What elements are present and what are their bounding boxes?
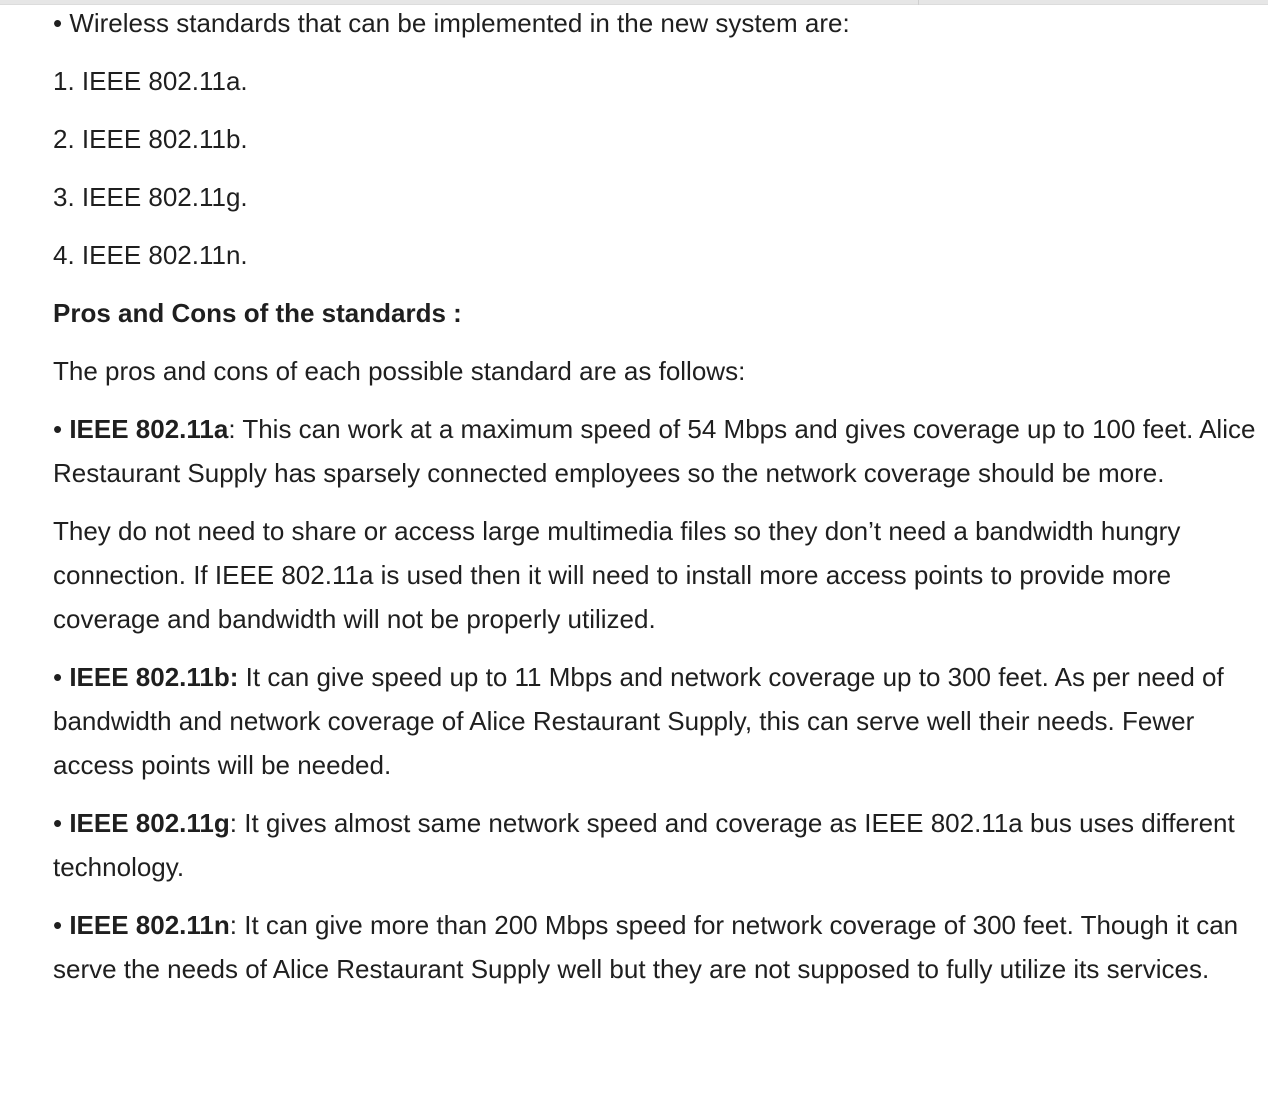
standard-term: IEEE 802.11a [69,414,229,444]
bullet: • [53,662,70,692]
paragraph-80211a-continued: They do not need to share or access large multimedia files so they don’t need a bandwidth hungry connection. If IEEE 802.11a is used then it will need to install more access points to provide more coverage and bandwidth will not be properly utilized. [53,516,1181,634]
bullet: • [53,414,70,444]
list-item: 2. IEEE 802.11b. [53,124,248,154]
list-item: 4. IEEE 802.11n. [53,240,248,270]
standard-term: IEEE 802.11b: [69,662,239,692]
standard-term: IEEE 802.11g [69,808,230,838]
paragraph-80211b [53,655,1258,787]
paragraph-80211a [53,407,1258,495]
section-intro: The pros and cons of each possible standard are as follows: [53,356,746,386]
paragraph-80211g [53,801,1258,889]
paragraph-80211n [53,903,1258,991]
list-item: 1. IEEE 802.11a. [53,66,248,96]
paragraph-text: : It gives almost same network speed and coverage as IEEE 802.11a bus uses different technology. [53,808,1235,882]
section-heading: Pros and Cons of the standards : [53,298,462,328]
paragraph-text: It can give speed up to 11 Mbps and network coverage up to 300 feet. As per need of bandwidth and network coverage of Alice Restaurant Supply, this can serve well their needs. Fewer access points will be needed. [53,662,1224,780]
intro-text: • Wireless standards that can be implemented in the new system are: [53,8,850,38]
list-item: 3. IEEE 802.11g. [53,182,248,212]
document-body [53,0,1258,991]
bullet: • [53,808,70,838]
bullet: • [53,910,70,940]
paragraph-text: : It can give more than 200 Mbps speed for network coverage of 300 feet. Though it can serve the needs of Alice Restaurant Supply well but they are not supposed to fully utilize its services. [53,910,1239,984]
standard-term: IEEE 802.11n [69,910,230,940]
paragraph-text: : This can work at a maximum speed of 54 Mbps and gives coverage up to 100 feet. Alice Restaurant Supply has sparsely connected employees so the network coverage should be more. [53,414,1256,488]
